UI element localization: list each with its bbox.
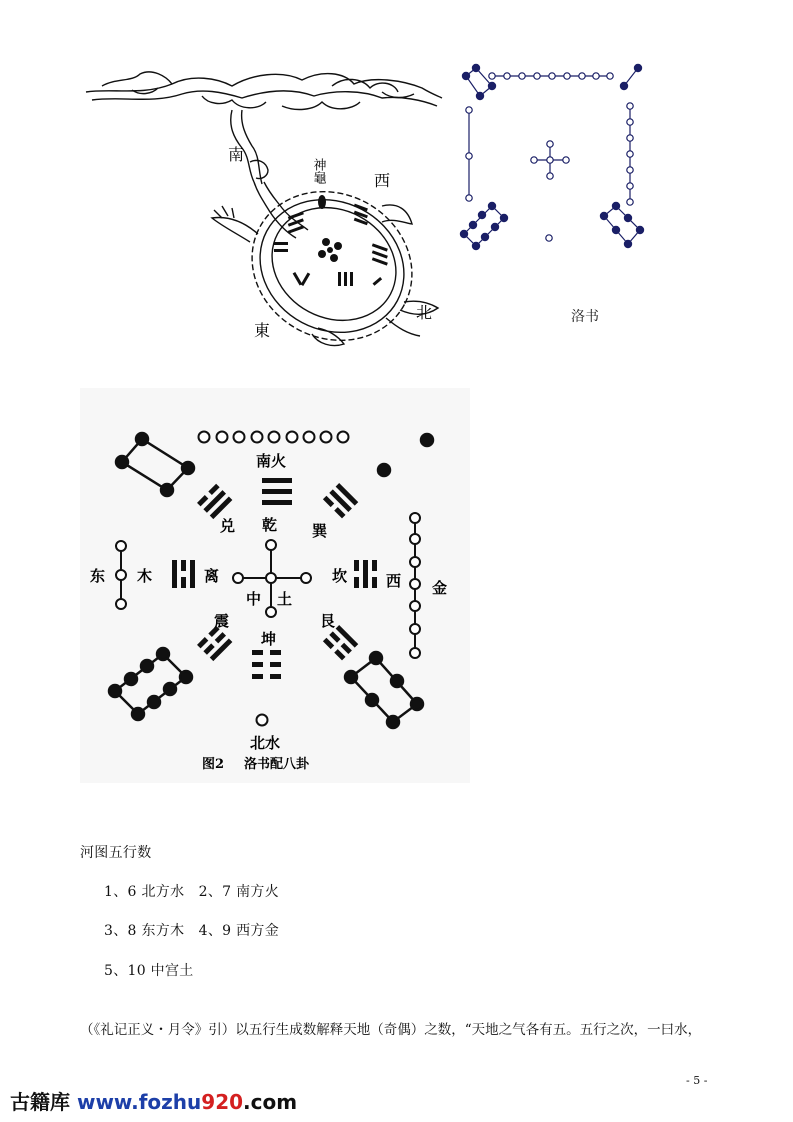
number-line-1: 1、6 北方水 2、7 南方火 — [104, 884, 280, 900]
luoshu-bagua-figure — [80, 388, 470, 783]
bagua-label-north-water: 北水 — [250, 734, 281, 752]
body-paragraph: （《礼记正义・月令》引）以五行生成数解释天地（奇偶）之数，“天地之气各有五。五行之次，一曰水， — [80, 1022, 702, 1038]
section-heading: 河图五行数 — [80, 845, 152, 861]
bagua-caption-title: 洛书配八卦 — [244, 757, 310, 772]
trigram-label-gen: 艮 — [320, 612, 336, 630]
turtle-illustration — [82, 66, 444, 356]
bagua-label-metal: 金 — [432, 579, 448, 597]
luoshu-bagua-drawing — [80, 388, 470, 783]
page-number: - 5 - — [686, 1074, 708, 1087]
trigram-label-kan: 坎 — [332, 567, 348, 585]
site-url-part-b: 920 — [201, 1090, 244, 1114]
turtle-label-north: 北 — [416, 303, 433, 322]
site-name-cn: 古籍库 — [10, 1090, 70, 1114]
bagua-label-south-fire: 南火 — [256, 452, 287, 470]
bagua-label-east: 东 — [90, 567, 106, 585]
trigram-label-xun: 巽 — [312, 522, 328, 540]
luoshu-dot-diagram — [452, 58, 652, 258]
turtle-label-south: 南 — [228, 145, 245, 164]
site-url-part-a: www.fozhu — [70, 1090, 202, 1114]
number-line-2: 3、8 东方木 4、9 西方金 — [104, 923, 280, 939]
number-line-3: 5、10 中宫土 — [104, 963, 194, 979]
bagua-label-west: 西 — [386, 572, 402, 590]
bagua-label-wood: 木 — [137, 567, 153, 585]
turtle-label-divine-turtle: 神龜 — [310, 158, 326, 184]
turtle-drawing — [82, 66, 444, 356]
luoshu-figure — [452, 58, 652, 258]
site-url-part-c: .com — [243, 1090, 298, 1114]
bagua-label-earth: 土 — [277, 590, 293, 608]
trigram-label-li: 离 — [204, 567, 220, 585]
bagua-caption-number: 图2 — [202, 757, 225, 772]
turtle-label-east: 東 — [254, 321, 271, 340]
site-watermark[interactable] — [10, 1086, 297, 1115]
turtle-label-west: 西 — [374, 171, 391, 190]
trigram-label-kun: 坤 — [261, 630, 277, 648]
bagua-label-center: 中 — [246, 590, 262, 608]
luoshu-caption: 洛书 — [571, 309, 599, 325]
trigram-label-dui: 兑 — [220, 517, 236, 535]
trigram-label-zhen: 震 — [214, 612, 230, 630]
trigram-label-qian: 乾 — [262, 516, 278, 534]
